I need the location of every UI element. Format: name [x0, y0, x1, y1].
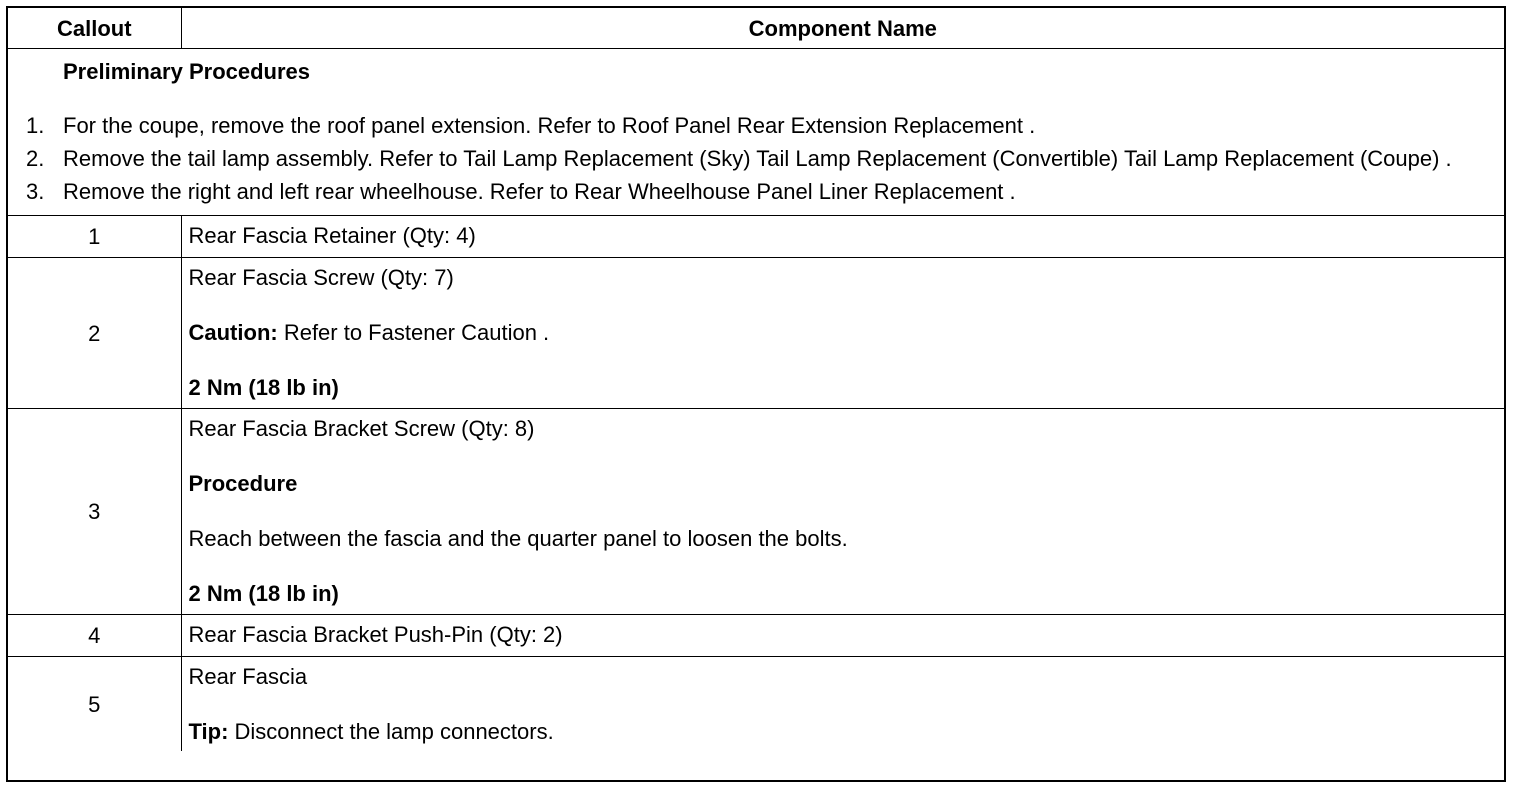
table-header-row [8, 8, 1504, 49]
procedure-text: Reach between the fascia and the quarter panel to loosen the bolts. [188, 526, 848, 551]
step-number: 2. [26, 146, 45, 171]
callout-cell: 1 [8, 216, 181, 258]
preliminary-step [8, 145, 1504, 173]
preliminary-title: Preliminary Procedures [63, 59, 311, 84]
tip-note [189, 718, 1505, 745]
preliminary-steps [8, 112, 1504, 206]
caution-note [189, 319, 1505, 346]
table-row [8, 615, 1504, 657]
component-name: Rear Fascia Bracket Push-Pin (Qty: 2) [188, 622, 563, 647]
table-row [8, 216, 1504, 258]
component-name: Rear Fascia Screw (Qty: 7) [188, 265, 454, 290]
preliminary-row [8, 49, 1504, 216]
component-cell [181, 615, 1504, 657]
callout-cell: 4 [8, 615, 181, 657]
step-number: 1. [26, 113, 45, 138]
table-row [8, 258, 1504, 409]
torque-spec: 2 Nm (18 lb in) [188, 581, 339, 606]
caution-text: Refer to Fastener Caution . [277, 320, 550, 345]
preliminary-procedures [8, 49, 1504, 216]
table-row [8, 657, 1504, 752]
step-number: 3. [26, 179, 45, 204]
callout-cell: 3 [8, 409, 181, 615]
component-table [6, 6, 1506, 782]
step-text: For the coupe, remove the roof panel extension. Refer to Roof Panel Rear Extension Replacement . [63, 113, 1036, 138]
torque-spec: 2 Nm (18 lb in) [188, 375, 339, 400]
callout-cell: 2 [8, 258, 181, 409]
tip-text: Disconnect the lamp connectors. [228, 719, 554, 744]
component-cell [181, 258, 1504, 409]
component-name: Rear Fascia [188, 664, 308, 689]
component-name: Rear Fascia Retainer (Qty: 4) [188, 223, 476, 248]
callout-cell: 5 [8, 657, 181, 752]
component-name: Rear Fascia Bracket Screw (Qty: 8) [188, 416, 535, 441]
component-cell [181, 657, 1504, 752]
step-text: Remove the tail lamp assembly. Refer to Tail Lamp Replacement (Sky) Tail Lamp Replacement (Convertible) Tail Lamp Replacement (Coupe) . [63, 146, 1452, 171]
tip-label: Tip: [188, 719, 229, 744]
callout-header: Callout [8, 8, 181, 49]
table-row [8, 409, 1504, 615]
procedure-label: Procedure [188, 471, 298, 496]
caution-label: Caution: [188, 320, 278, 345]
component-name-header: Component Name [181, 8, 1504, 49]
step-text: Remove the right and left rear wheelhouse. Refer to Rear Wheelhouse Panel Liner Replacement . [63, 179, 1016, 204]
preliminary-step [8, 178, 1504, 206]
component-cell [181, 216, 1504, 258]
preliminary-step [8, 112, 1504, 140]
component-cell [181, 409, 1504, 615]
